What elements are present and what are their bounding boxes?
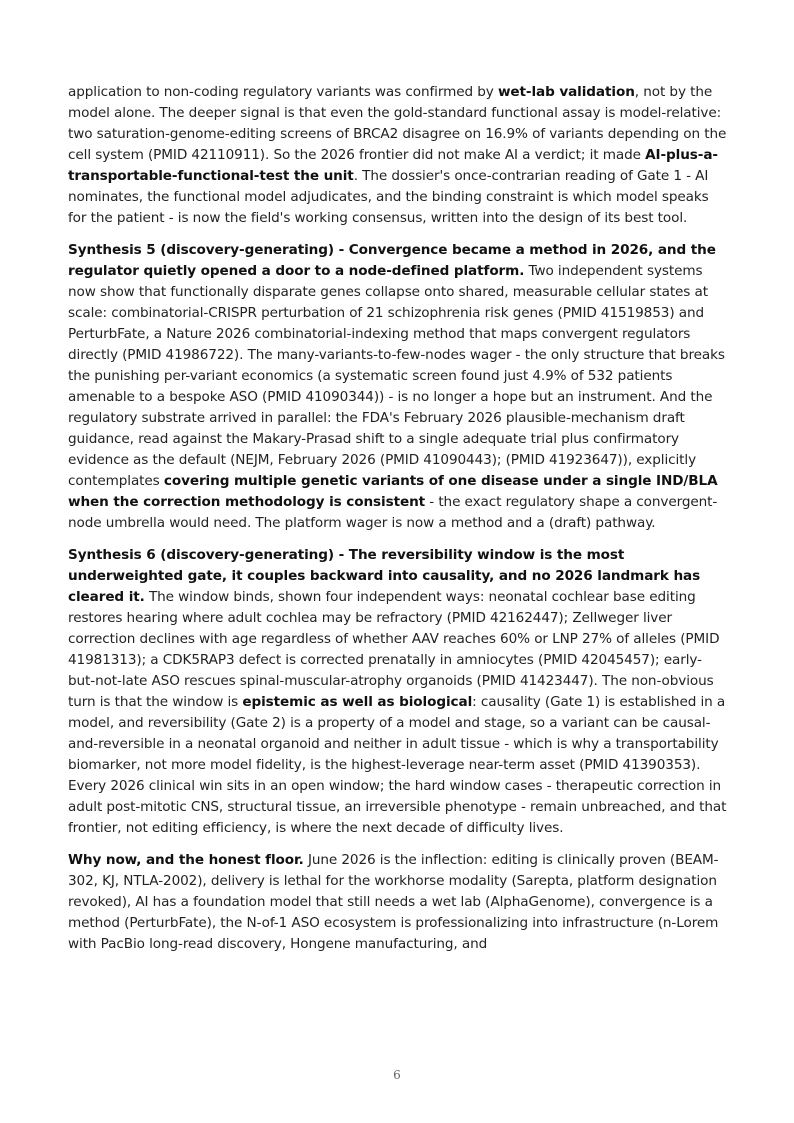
paragraph-synthesis-5 (68, 240, 728, 534)
run-text: application to non-coding regulatory variants was confirmed by (68, 84, 498, 100)
synthesis-5-heading: Synthesis 5 (discovery-generating) - Convergence became a method in 2026, and the regulator quietly opened a door to a node-defined platform. (68, 242, 716, 279)
run-text: The window binds, shown four independent ways: neonatal cochlear base editing restores hearing where adult cochlea may be refractory (PMID 42162447); Zellweger liver correction declines with age regardless of whether AAV reaches 60% or LNP 27% of alleles (PMID 41981313); a CDK5RAP3 defect is corrected prenatally in amniocytes (PMID 42045457); early-but-not-late ASO rescues spinal-muscular-atrophy organoids (PMID 41423447). The non-obvious turn is that the window is (68, 589, 720, 710)
run-text: Two independent systems now show that functionally disparate genes collapse onto shared, measurable cellular states at scale: combinatorial-CRISPR perturbation of 21 schizophrenia risk genes (PMID 41519853) and PerturbFate, a Nature 2026 combinatorial-indexing method that maps convergent regulators directly (PMID 41986722). The many-variants-to-few-nodes wager - the only structure that breaks the punishing per-variant economics (a systematic screen found just 4.9% of 532 patients amenable to a bespoke ASO (PMID 41090344)) - is no longer a hope but an instrument. And the regulatory substrate arrived in parallel: the FDA's February 2026 plausible-mechanism draft guidance, read against the Makary-Prasad shift to a single adequate trial plus confirmatory evidence as the default (NEJM, February 2026 (PMID 41090443); (PMID 41923647)), explicitly contemplates (68, 263, 725, 489)
page-number: 6 (393, 1068, 401, 1082)
paragraph-gate1-consensus (68, 82, 728, 229)
run-text: - the exact regulatory shape a convergent-node umbrella would need. The platform wager is now a method and a (draft) pathway. (68, 494, 718, 531)
document-body (68, 82, 728, 966)
run-bold: covering multiple genetic variants of one disease under a single IND/BLA when the correction methodology is consistent (68, 473, 718, 510)
run-text: . The dossier's once-contrarian reading of Gate 1 - AI nominates, the functional model adjudicates, and the binding constraint is which model speaks for the patient - is now the field's working consensus, written into the design of its best tool. (68, 168, 709, 226)
run-bold: AI-plus-a-transportable-functional-test the unit (68, 147, 718, 184)
paragraph-why-now (68, 850, 728, 955)
synthesis-6-heading: Synthesis 6 (discovery-generating) - The reversibility window is the most underweighted gate, it couples backward into causality, and no 2026 landmark has cleared it. (68, 547, 701, 605)
run-text: : causality (Gate 1) is established in a model, and reversibility (Gate 2) is a property of a model and stage, so a variant can be causal-and-reversible in a neonatal organoid and neither in adult tissue - which is why a transportability biomarker, not more model fidelity, is the highest-leverage near-term asset (PMID 41390353). Every 2026 clinical win sits in an open window; the hard window cases - therapeutic correction in adult post-mitotic CNS, structural tissue, an irreversible phenotype - remain unbreached, and that frontier, not editing efficiency, is where the next decade of difficulty lives. (68, 694, 727, 836)
run-bold: epistemic as well as biological (242, 694, 473, 710)
run-bold: wet-lab validation (497, 84, 635, 100)
paragraph-synthesis-6 (68, 545, 728, 839)
run-text: June 2026 is the inflection: editing is clinically proven (BEAM-302, KJ, NTLA-2002), delivery is lethal for the workhorse modality (Sarepta, platform designation revoked), AI has a foundation model that still needs a wet lab (AlphaGenome), convergence is a method (PerturbFate), the N-of-1 ASO ecosystem is professionalizing into infrastructure (n-Lorem with PacBio long-read discovery, Hongene manufacturing, and (68, 852, 719, 952)
why-now-heading: Why now, and the honest floor. (68, 852, 304, 868)
run-text: , not by the model alone. The deeper signal is that even the gold-standard functional assay is model-relative: two saturation-genome-editing screens of BRCA2 disagree on 16.9% of variants depending on the cell system (PMID 42110911). So the 2026 frontier did not make AI a verdict; it made (68, 84, 727, 163)
